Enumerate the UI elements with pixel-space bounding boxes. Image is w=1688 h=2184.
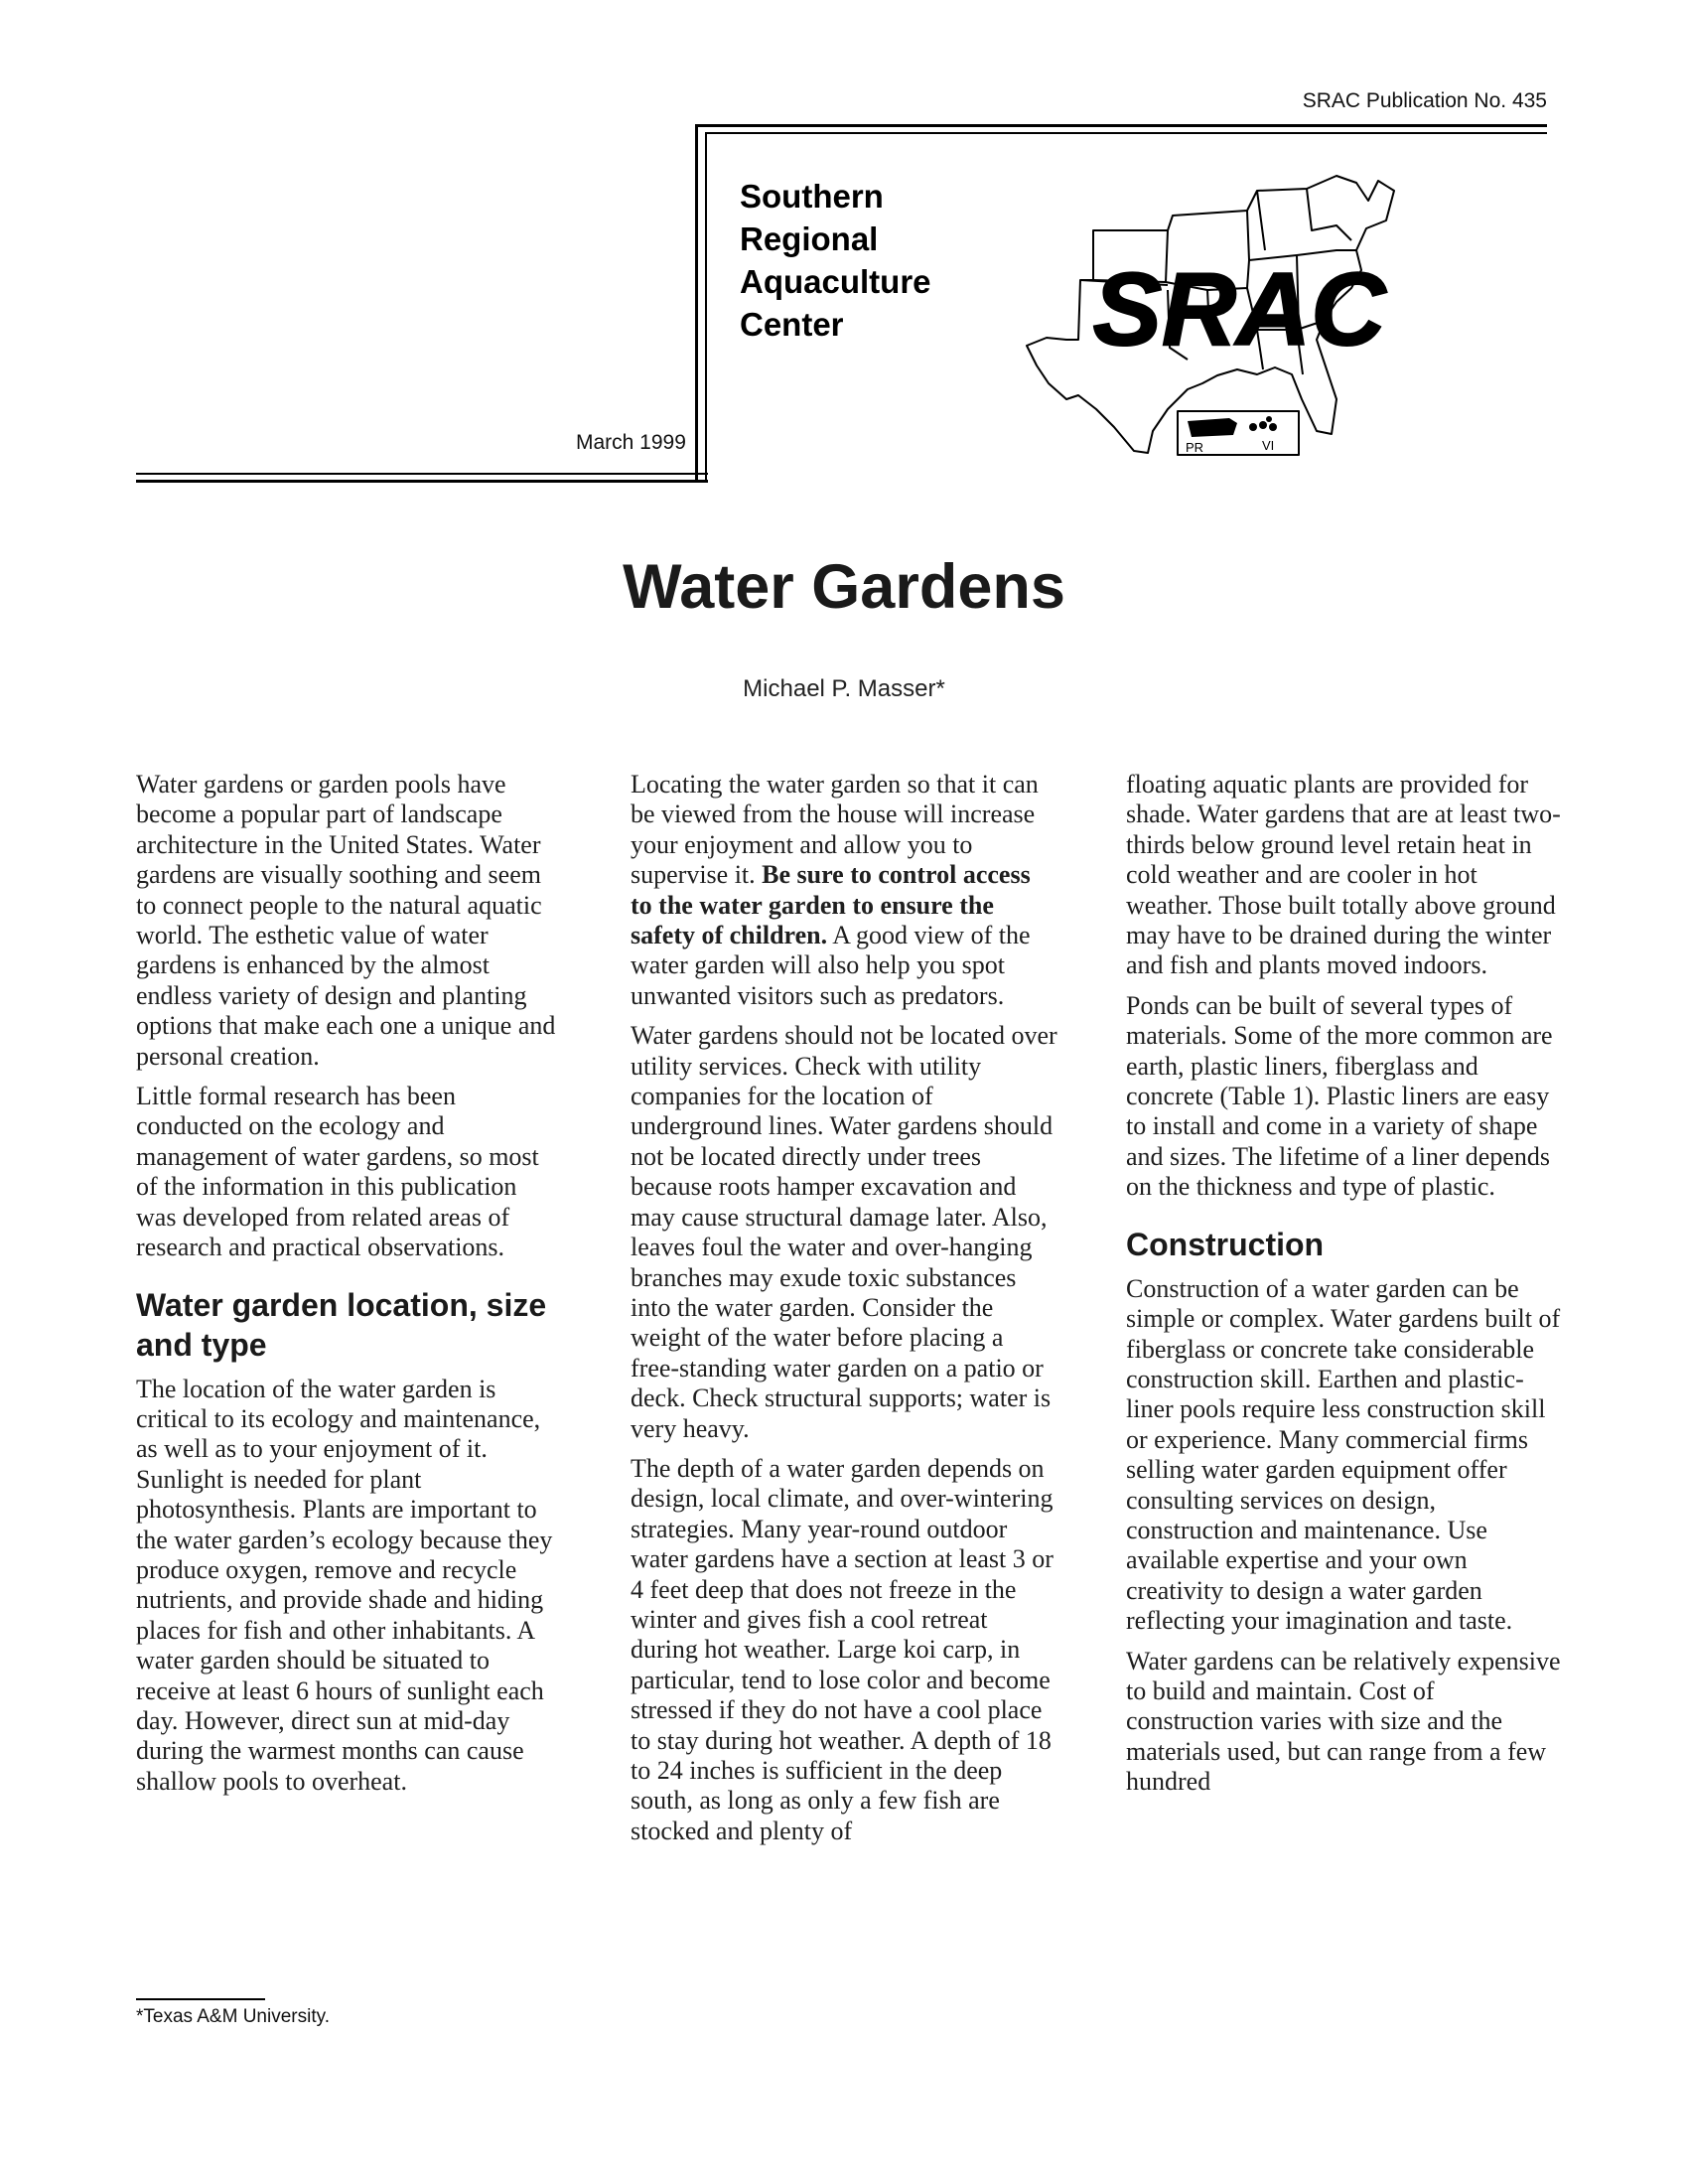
header-rule-top-outer <box>695 124 1547 127</box>
paragraph-research: Little formal research has been conducted on the ecology and management of water gardens, so most of the information in this publication was developed from related areas of research and practical observations. <box>136 1082 539 1262</box>
heading-location: Water garden location, size and type <box>136 1286 547 1363</box>
virgin-islands-dot-1 <box>1249 423 1257 431</box>
center-name-line-2: Regional <box>740 220 879 257</box>
header-rule-vertical-inner <box>705 132 707 482</box>
author: Michael P. Masser* <box>743 675 945 702</box>
paragraph-floating-plants: floating aquatic plants are provided for shade. Water gardens that are at least two-thirds below ground level retain heat in cold weather and are cooler in hot weather. Those built totally above ground may have to be drained during the winter and fish and plants moved indoors. <box>1126 770 1561 980</box>
heading-construction: Construction <box>1126 1226 1325 1262</box>
center-name-line-4: Center <box>740 306 844 343</box>
safety-warning: Be sure to control access to the water garden to ensure the safety of children. <box>631 860 1031 950</box>
footnote: *Texas A&M University. <box>136 2006 330 2027</box>
virgin-islands-dot-2 <box>1259 421 1267 429</box>
paragraph-location: The location of the water garden is critical to its ecology and maintenance, as well as to your enjoyment of it. Sunlight is needed for plant photosynthesis. Plants are important to the water garden’s ecology because they produce oxygen, remove and recycle nutrients, and provide shade and hiding places for fish and other inhabitants. A water garden should be situated to receive at least 6 hours of sunlight each day. However, direct sun at mid-day during the warmest months can cause shallow pools to overheat. <box>136 1374 553 1796</box>
paragraph-cost: Water gardens can be relatively expensive to build and maintain. Cost of construction varies with size and the materials used, but can range from a few hundred <box>1126 1646 1561 1797</box>
column-2 <box>631 770 1057 1856</box>
puerto-rico-shape <box>1188 418 1237 437</box>
paragraph-viewing-end: A good view of the water garden will also help you spot unwanted visitors such as predators. <box>631 921 1031 1010</box>
paragraph-viewing-start: Locating the water garden so that it can be viewed from the house will increase your enjoyment and allow you to supervise it. <box>631 770 1039 890</box>
publication-number: SRAC Publication No. 435 <box>1302 89 1547 112</box>
virgin-islands-dot-4 <box>1266 416 1272 422</box>
vi-label: VI <box>1262 438 1275 453</box>
header-rule-bottom-inner <box>136 480 708 483</box>
virgin-islands-dot-3 <box>1269 423 1277 431</box>
paragraph-depth: The depth of a water garden depends on design, local climate, and over-wintering strategies. Many year-round outdoor water gardens have a section at least 3 or 4 feet deep that does not freeze in the winter and gives fish a cool retreat during hot weather. Large koi carp, in particular, tend to lose color and become stressed if they do not have a cool place to stay during hot weather. A depth of 18 to 24 inches is sufficient in the deep south, as long as only a few fish are stocked and plenty of <box>631 1453 1054 1845</box>
paragraph-viewing <box>631 770 1057 1011</box>
document-title: Water Gardens <box>623 552 1065 622</box>
header-rule-top-inner <box>705 132 1547 134</box>
column-3 <box>1126 770 1563 1808</box>
footnote-rule <box>136 1998 265 2000</box>
center-name-line-3: Aquaculture <box>740 263 931 300</box>
column-1 <box>136 770 563 1807</box>
paragraph-construction: Construction of a water garden can be simple or complex. Water gardens built of fiberglass or concrete take considerable construction skill. Earthen and plastic-liner pools require less construction skill or experience. Many commercial firms selling water garden equipment offer consulting services on design, construction and maintenance. Use available expertise and your own creativity to design a water garden reflecting your imagination and taste. <box>1126 1273 1561 1636</box>
center-name-line-1: Southern <box>740 178 884 215</box>
center-name <box>740 175 931 346</box>
paragraph-intro: Water gardens or garden pools have become a popular part of landscape architecture in the United States. Water gardens are visually soothing and seem to connect people to the natural aquatic world. The esthetic value of water gardens is enhanced by the almost endless variety of design and planting options that make each one a unique and personal creation. <box>136 770 556 1071</box>
pr-label: PR <box>1186 440 1204 455</box>
srac-logo <box>1009 171 1555 461</box>
header-rule-vertical-outer <box>695 124 698 482</box>
srac-logo-text: SRAC <box>1092 252 1386 367</box>
issue-date: March 1999 <box>576 431 686 454</box>
header-rule-bottom-outer <box>136 473 708 475</box>
paragraph-materials: Ponds can be built of several types of materials. Some of the more common are earth, plastic liners, fiberglass and concrete (Table 1). Plastic liners are easy to install and come in a variety of shape and sizes. The lifetime of a liner depends on the thickness and type of plastic. <box>1126 990 1553 1202</box>
paragraph-utilities: Water gardens should not be located over utility services. Check with utility companies for the location of underground lines. Water gardens should not be located directly under trees because roots hamper excavation and may cause structural damage later. Also, leaves foul the water and over-hanging branches may exude toxic substances into the water garden. Consider the weight of the water before placing a free-standing water garden on a patio or deck. Check structural supports; water is very heavy. <box>631 1021 1057 1443</box>
